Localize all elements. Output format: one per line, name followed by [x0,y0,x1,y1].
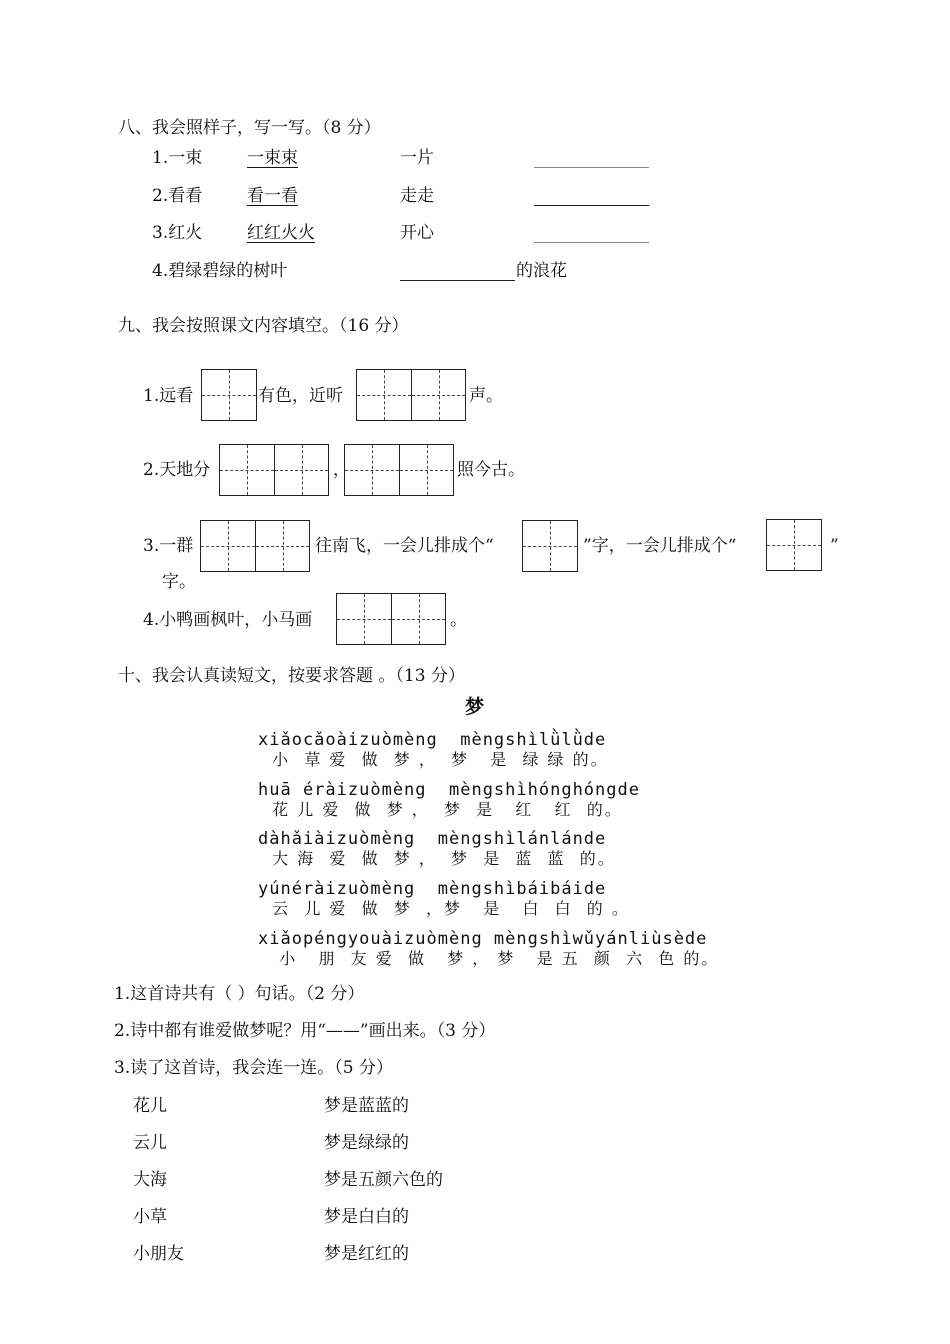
s9-line3-start: 3.一群 [143,536,194,556]
s8-row3-question: 开心 [400,223,434,243]
poem-line-2-hanzi: 花 儿 爱 做 梦 ， 梦 是 红 红 的。 [258,800,623,819]
s8-row4-tail: 的浪花 [516,261,567,281]
s9-line2-start: 2.天地分 [143,460,211,480]
s9-line1-box1[interactable] [201,369,257,421]
s9-line3-mid2: ”字，一会儿排成个“ [583,536,737,556]
s8-row2-answer-blank[interactable] [534,205,649,206]
match-left-3[interactable]: 大海 [133,1170,167,1190]
poem-line-5 [258,929,858,969]
match-right-1[interactable]: 梦是蓝蓝的 [324,1096,409,1116]
poem-line-2 [258,780,858,820]
poem-line-5-pinyin: xiǎopéngyouàizuòmèng mèngshìwǔyánliùsède [258,929,708,949]
section-9-heading: 九、我会按照课文内容填空。（16 分） [118,316,409,336]
s8-row3-example: 红红火火 [247,223,315,243]
s8-row3-answer-blank[interactable] [534,242,649,243]
s9-line2-box2[interactable] [344,444,454,496]
s9-line4-box[interactable] [336,593,446,645]
s8-row1-example: 一束束 [247,148,298,168]
s8-row1-question: 一片 [400,148,434,168]
question-1: 1.这首诗共有（ ）句话。（2 分） [114,984,365,1004]
poem-line-3-hanzi: 大 海 爱 做 梦 ， 梦 是 蓝 蓝 的。 [258,849,616,868]
match-left-2[interactable]: 云儿 [133,1133,167,1153]
poem-line-1 [258,730,858,770]
s9-line2-box1[interactable] [219,444,329,496]
s9-line2-comma: ， [333,460,350,480]
poem-line-2-pinyin: huā éràizuòmèng mèngshìhónghóngde [258,780,640,800]
s9-line3-box1[interactable] [200,520,310,572]
match-left-5[interactable]: 小朋友 [133,1244,184,1264]
s9-line4-end: 。 [450,610,467,630]
s9-line3-box3[interactable] [766,519,822,571]
poem-line-3-pinyin: dàhǎiàizuòmèng mèngshìlánlánde [258,829,607,849]
match-right-5[interactable]: 梦是红红的 [324,1244,409,1264]
poem-line-4-hanzi: 云 儿 爱 做 梦 ，梦 是 白 白 的 。 [258,899,630,918]
s9-line3-quote: ” [830,536,839,556]
poem-title: 梦 [465,696,485,718]
s9-line3-box2[interactable] [522,520,578,572]
s8-row2-word: 2.看看 [152,186,203,206]
s8-row2-question: 走走 [400,186,434,206]
s9-line1-start: 1.远看 [143,386,194,406]
s9-line1-mid: 有色，近听 [258,386,343,406]
s8-row4-answer-blank[interactable] [400,280,515,281]
match-right-4[interactable]: 梦是白白的 [324,1207,409,1227]
s9-line1-box2[interactable] [356,369,466,421]
s9-line4-start: 4.小鸭画枫叶，小马画 [143,610,313,630]
match-left-4[interactable]: 小草 [133,1207,167,1227]
s8-row4-phrase: 4.碧绿碧绿的树叶 [152,261,288,281]
match-right-3[interactable]: 梦是五颜六色的 [324,1170,443,1190]
match-right-2[interactable]: 梦是绿绿的 [324,1133,409,1153]
poem-line-4-pinyin: yúnéràizuòmèng mèngshìbáibáide [258,879,607,899]
poem-line-3 [258,829,858,869]
section-10-heading: 十、我会认真读短文，按要求答题 。（13 分） [118,666,465,686]
poem-line-1-hanzi: 小 草 爱 做 梦 ， 梦 是 绿 绿 的。 [258,750,609,769]
s9-line3-end: 字。 [162,572,196,592]
poem-line-5-hanzi: 小 朋 友 爱 做 梦 ， 梦 是 五 颜 六 色 的。 [258,949,720,968]
s8-row1-word: 1.一束 [152,148,203,168]
s8-row2-example: 看一看 [247,186,298,206]
poem-line-1-pinyin: xiǎocǎoàizuòmèng mèngshìlǜlǜde [258,730,607,750]
section-8-heading: 八、我会照样子，写一写。（8 分） [118,118,381,138]
s9-line3-mid1: 往南飞，一会儿排成个“ [315,536,494,556]
s8-row3-word: 3.红火 [152,223,203,243]
s9-line2-end: 照今古。 [457,460,525,480]
match-left-1[interactable]: 花儿 [133,1096,167,1116]
question-3: 3.读了这首诗，我会连一连。（5 分） [114,1058,393,1078]
s8-row1-answer-blank[interactable] [534,167,649,168]
s9-line1-end: 声。 [469,386,503,406]
poem-line-4 [258,879,858,919]
question-2: 2.诗中都有谁爱做梦呢？用“——”画出来。（3 分） [114,1021,496,1041]
